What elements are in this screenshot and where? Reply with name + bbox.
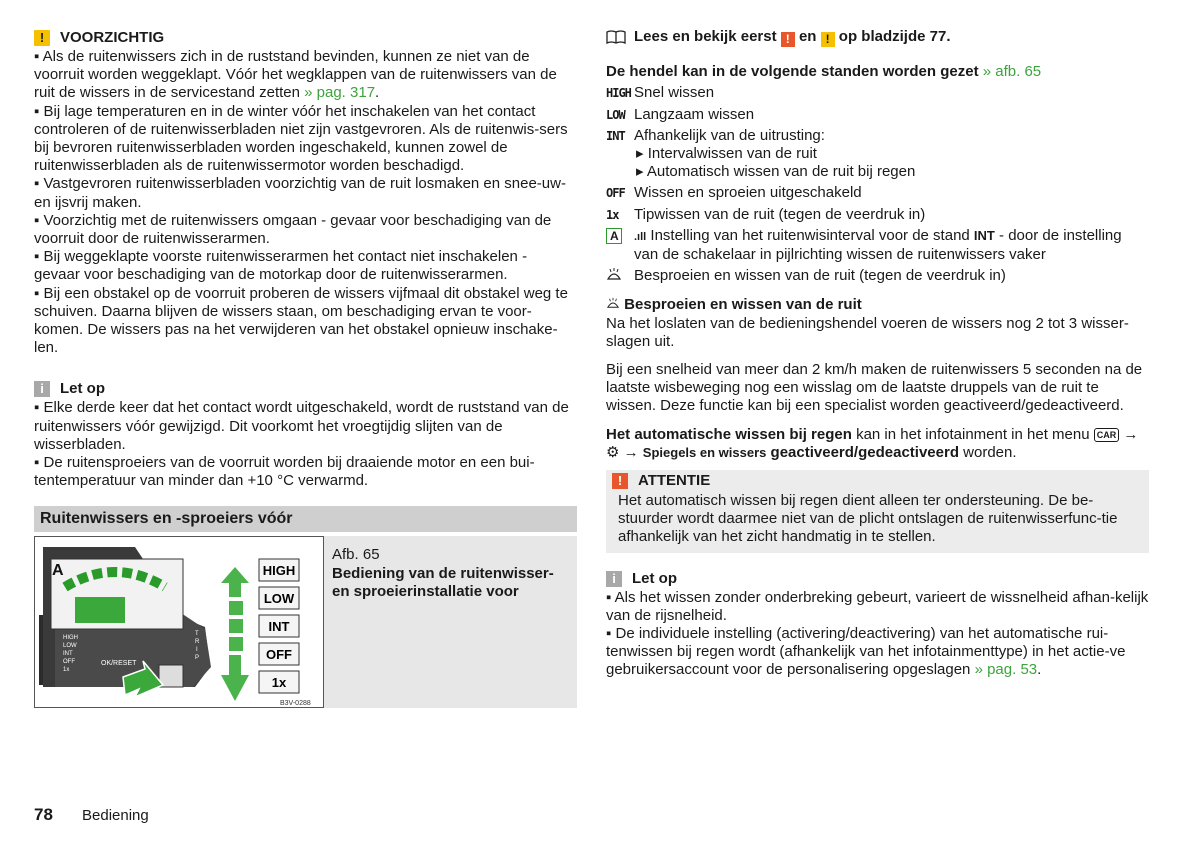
position-text: Besproeien en wissen van de ruit (tegen de veerdruk in) [634, 267, 1006, 285]
warning-item: ▪ Als de ruitenwissers zich in de ruststand bevinden, kunnen ze niet van de voorruit worden weggeklapt. Vóór het wegklappen van de ruitenwissers van de ruit de wissers in de servicestand zetten » pag. 317. [34, 48, 557, 102]
warning-yellow-icon: ! [821, 32, 835, 47]
caution-red-icon: ! [781, 32, 795, 47]
position-key-int: INT [606, 128, 625, 143]
position-text: Tipwissen van de ruit (tegen de veerdruk in) [634, 205, 926, 223]
note-item: ▪ Als het wissen zonder onderbreking gebeurt, varieert de wissnelheid afhan-kelijk van de rijsnelheid. [606, 588, 1149, 624]
position-key-1x: 1x [606, 207, 619, 222]
page-number: 78 [34, 805, 53, 824]
attention-heading [606, 470, 1137, 492]
warning-item: ▪ Bij lage temperaturen en in de winter vóór het inschakelen van het contact controleren of de ruitenwisserbladen niet zijn vastgevroren. Als de ruitenwis-sers bij bevroren ruitenwisserbladen worden ingeschakeld, kunnen zowel de ruitenwisserbladen als de ruitenwissermotor worden beschadigd. [34, 102, 568, 175]
position-row [606, 267, 1149, 286]
wiper-stalk-illustration [34, 536, 324, 708]
trip-t: T [195, 631, 199, 638]
pos-label-off: OFF [266, 647, 292, 663]
warning-item: ▪ Bij weggeklapte voorste ruitenwisserarmen het contact niet inschakelen - gevaar voor beschadiging van de motorkap door de ruitenwisserarmen. [34, 248, 528, 284]
note-title: Let op [60, 380, 105, 398]
pos-label-low: LOW [263, 591, 295, 607]
position-text: Snel wissen [634, 84, 715, 102]
attention-box [606, 470, 1149, 553]
left-column [34, 28, 577, 708]
auto-wipe-paragraph: Het automatische wissen bij regen kan in het infotainment in het menu CAR → ⚙ → Spiegels en wissers geactiveerd/gedeactiveerd worden. [606, 425, 1139, 461]
position-key-high: HIGH [606, 86, 631, 101]
figure-label-a: A [52, 562, 64, 580]
warning-item: ▪ Voorzichtig met de ruitenwissers omgaan - gevaar voor beschadiging van de voorruit door de ruitenwisserarmen. [34, 211, 552, 248]
position-block-off [229, 637, 243, 651]
stalk-label-high: HIGH [63, 635, 78, 642]
pos-label-high: HIGH [262, 563, 296, 579]
position-row [606, 227, 1149, 264]
figure-65 [34, 536, 577, 708]
caption-number: Afb. 65 [332, 546, 380, 564]
up-arrow [221, 567, 249, 597]
right-column [606, 28, 1149, 680]
figure-caption [332, 546, 572, 601]
note-item: ▪ De ruitensproeiers van de voorruit worden bij draaiende motor en een bui-tentemperatuur van minder dan +10 °C verwarmd. [34, 454, 535, 490]
position-row [606, 84, 1149, 102]
positions-intro: De hendel kan in de volgende standen worden gezet » afb. 65 [606, 63, 1042, 81]
section-title: Ruitenwissers en -sproeiers vóór [34, 506, 577, 532]
figure-code: B3V-0288 [280, 700, 311, 708]
settings-gear-icon: ⚙ [606, 443, 620, 461]
info-icon: i [34, 381, 50, 397]
position-row [606, 206, 1149, 224]
interval-switch [75, 597, 125, 623]
paragraph: Bij een snelheid van meer dan 2 km/h maken de ruitenwissers 5 seconden na de laatste wisbeweging nog een wisslag om de laatste druppels van de ruit te wissen. Deze functie kan bij een specialist worden geactiveerd/gedeactiveerd. [606, 361, 1143, 415]
int-sub-item: ▸ Intervalwissen van de ruit [636, 145, 817, 163]
stalk-label-off: OFF [63, 659, 75, 666]
position-text: Langzaam wissen [634, 105, 755, 123]
washer-icon [606, 267, 634, 286]
attention-text: Het automatisch wissen bij regen dient alleen ter ondersteuning. De be-stuurder wordt daarmee niet van de plicht ontslagen de ruitenwisserfunc-tie afhankelijk van het zicht handmatig in te stellen. [618, 492, 1118, 546]
position-row [606, 184, 1149, 202]
position-block-low [229, 601, 243, 615]
note-item: ▪ De individuele instelling (activering/deactivering) van het automatische rui-tenwissen bij regen wordt (afhankelijk van het infotainmenttype) in het actie-ve gebruikersaccount voor de personalisering opgeslagen » pag. 53. [606, 625, 1126, 679]
warning-icon: ! [34, 30, 50, 46]
note-heading [34, 379, 577, 399]
washer-icon [606, 296, 624, 313]
stalk-label-int: INT [63, 651, 73, 658]
warning-title: VOORZICHTIG [60, 28, 165, 46]
note-title: Let op [632, 569, 677, 587]
position-key-low: LOW [606, 107, 625, 122]
position-text: .ıll Instelling van het ruitenwisinterval voor de stand INT - door de instelling van de schakelaar in pijlrichting wissen de ruitenwissers vaker [634, 226, 1122, 264]
position-row [606, 127, 1149, 145]
paragraph: Na het loslaten van de bedieningshendel voeren de wissers nog 2 tot 3 wisser-slagen uit. [606, 314, 1129, 350]
trip-i: I [196, 647, 198, 654]
warning-heading [34, 28, 577, 48]
interval-dots-icon: .ıll [634, 230, 647, 243]
position-block-int [229, 619, 243, 633]
stalk-label-1x: 1x [63, 667, 70, 674]
page-link[interactable]: » pag. 53 [974, 661, 1038, 679]
position-text: Wissen en sproeien uitgeschakeld [634, 184, 862, 202]
trip-p: P [195, 655, 200, 662]
ok-reset-label: OK/RESET [101, 660, 137, 668]
caption-text: Bediening van de ruitenwisser- en sproeierinstallatie voor [332, 564, 554, 600]
stalk-label-low: LOW [63, 643, 77, 650]
info-icon: i [606, 571, 622, 587]
int-sub-item: ▸ Automatisch wissen van de ruit bij regen [636, 163, 916, 181]
position-row [606, 106, 1149, 124]
position-key-off: OFF [606, 186, 625, 201]
position-text: Afhankelijk van de uitrusting: [634, 126, 825, 144]
read-first-line: Lees en bekijk eerst ! en ! op bladzijde 77. [606, 28, 1149, 49]
note-item: ▪ Elke derde keer dat het contact wordt uitgeschakeld, wordt de ruststand van de ruitenwissers vóór gewijzigd. Dit voorkomt het vroegtijdig slijten van de wisserbladen. [34, 399, 569, 453]
attention-title: ATTENTIE [638, 471, 711, 489]
spray-heading: Besproeien en wissen van de ruit [606, 296, 1149, 314]
warning-item: ▪ Vastgevroren ruitenwisserbladen voorzichtig van de ruit losmaken en snee-uw- en ijsvrij maken. [34, 175, 566, 211]
attention-icon: ! [612, 473, 628, 489]
key-a-badge: A [606, 228, 622, 244]
trip-r: R [195, 639, 200, 646]
chapter-label: Bediening [82, 807, 149, 824]
menu-path: Spiegels en wissers [642, 444, 767, 460]
pos-label-1x: 1x [271, 675, 287, 691]
pos-label-int: INT [268, 619, 290, 635]
wiper-stalk-svg [35, 537, 325, 709]
car-menu-icon: CAR [1094, 428, 1120, 442]
down-arrow [221, 655, 249, 701]
note-heading [606, 569, 1149, 589]
warning-item: ▪ Bij een obstakel op de voorruit proberen de wissers vijfmaal dit obstakel weg te schuiven. Daarna blijven de wissers staan, om beschadiging ervan te voor-komen. De wissers pas na het verwijderen van het obstakel opnieuw inschake-len. [34, 284, 568, 357]
book-icon [606, 30, 626, 49]
figure-link[interactable]: » afb. 65 [982, 63, 1042, 81]
page-link[interactable]: » pag. 317 [304, 84, 376, 102]
